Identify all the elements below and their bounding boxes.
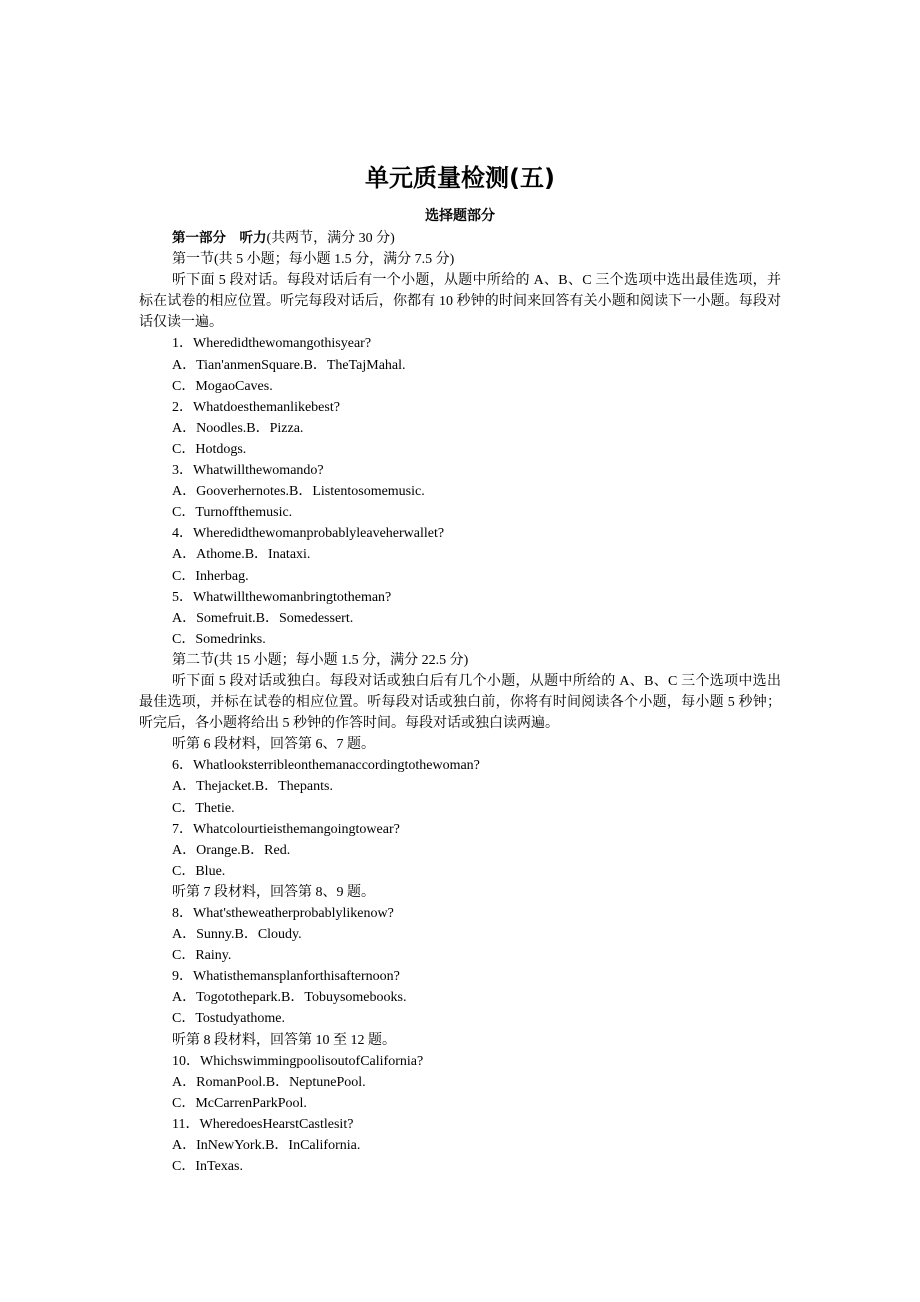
section2-instructions: 听下面 5 段对话或独白。每段对话或独白后有几个小题，从题中所给的 A、B、C 三个选项中选出最佳选项，并标在试卷的相应位置。听每段对话或独白前，你将有时间阅读各个小题，每小题 5 秒钟；听完后，各小题将给出 5 秒钟的作答时间。每段对话或独白读两遍。 [139, 673, 781, 732]
part1-heading [139, 228, 781, 249]
option-line: C．Tostudyathome. [172, 1011, 285, 1027]
option-line: C．Inherbag. [172, 568, 249, 584]
option-line: A．Togotothepark.B．Tobuysomebooks. [172, 990, 407, 1006]
section1-instructions: 听下面 5 段对话。每段对话后有一个小题，从题中所给的 A、B、C 三个选项中选出最佳选项，并标在试卷的相应位置。听完每段对话后，你都有 10 秒钟的时间来回答有关小题和阅读下一小题。每段对话仅读一遍。 [139, 273, 781, 331]
question-line: 4．Wheredidthewomanprobablyleaveherwallet? [172, 526, 445, 542]
option-line: A．Tian'anmenSquare.B．TheTajMahal. [172, 357, 406, 373]
question-line: 11．WheredoesHearstCastlesit? [172, 1116, 354, 1132]
option-line: C．Thetie. [172, 800, 235, 816]
option-line: C．Turnoffthemusic. [172, 505, 293, 521]
option-line: A．Thejacket.B．Thepants. [172, 779, 333, 795]
material-heading: 听第 7 段材料，回答第 8、9 题。 [172, 884, 375, 900]
document-body [139, 228, 781, 1177]
question-line: 5．Whatwillthewomanbringtotheman? [172, 589, 392, 605]
option-line: A．InNewYork.B．InCalifornia. [172, 1138, 361, 1154]
section2-title: 第二节(共 15 小题；每小题 1.5 分，满分 22.5 分) [172, 652, 469, 668]
option-line: A．Sunny.B．Cloudy. [172, 927, 302, 943]
option-line: A．Orange.B．Red. [172, 842, 291, 858]
option-line: A．Noodles.B．Pizza. [172, 420, 304, 436]
part1-heading-rest: (共两节，满分 30 分) [266, 231, 395, 246]
option-line: A．RomanPool.B．NeptunePool. [172, 1074, 366, 1090]
part1-heading-bold: 第一部分 听力 [172, 230, 267, 246]
question-line: 10．WhichswimmingpoolisoutofCalifornia? [172, 1053, 424, 1069]
question-line: 1．Wheredidthewomangothisyear? [172, 336, 372, 352]
option-line: A．Gooverhernotes.B．Listentosomemusic. [172, 484, 425, 500]
question-line: 8．What'stheweatherprobablylikenow? [172, 906, 394, 921]
option-line: A．Athome.B．Inataxi. [172, 547, 311, 563]
option-line: C．McCarrenParkPool. [172, 1095, 307, 1111]
question-line: 7．Whatcolourtieisthemangoingtowear? [172, 821, 400, 837]
option-line: C．Hotdogs. [172, 441, 247, 457]
page-title: 单元质量检测(五) [365, 164, 555, 192]
option-line: C．Somedrinks. [172, 631, 266, 647]
option-line: C．Blue. [172, 863, 226, 879]
material-heading: 听第 6 段材料，回答第 6、7 题。 [172, 737, 375, 753]
question-line: 9．Whatisthemansplanforthisafternoon? [172, 969, 400, 985]
page-subtitle: 选择题部分 [425, 208, 495, 224]
option-line: C．MogaoCaves. [172, 378, 273, 394]
section1-title: 第一节(共 5 小题；每小题 1.5 分，满分 7.5 分) [172, 252, 455, 268]
option-line: A．Somefruit.B．Somedessert. [172, 610, 354, 626]
question-line: 6．Whatlooksterribleonthemanaccordingtothewoman? [172, 758, 480, 774]
material-heading: 听第 8 段材料，回答第 10 至 12 题。 [172, 1032, 396, 1048]
option-line: C．Rainy. [172, 948, 232, 964]
question-line: 2．Whatdoesthemanlikebest? [172, 399, 340, 415]
option-line: C．InTexas. [172, 1159, 243, 1175]
question-line: 3．Whatwillthewomando? [172, 463, 324, 479]
